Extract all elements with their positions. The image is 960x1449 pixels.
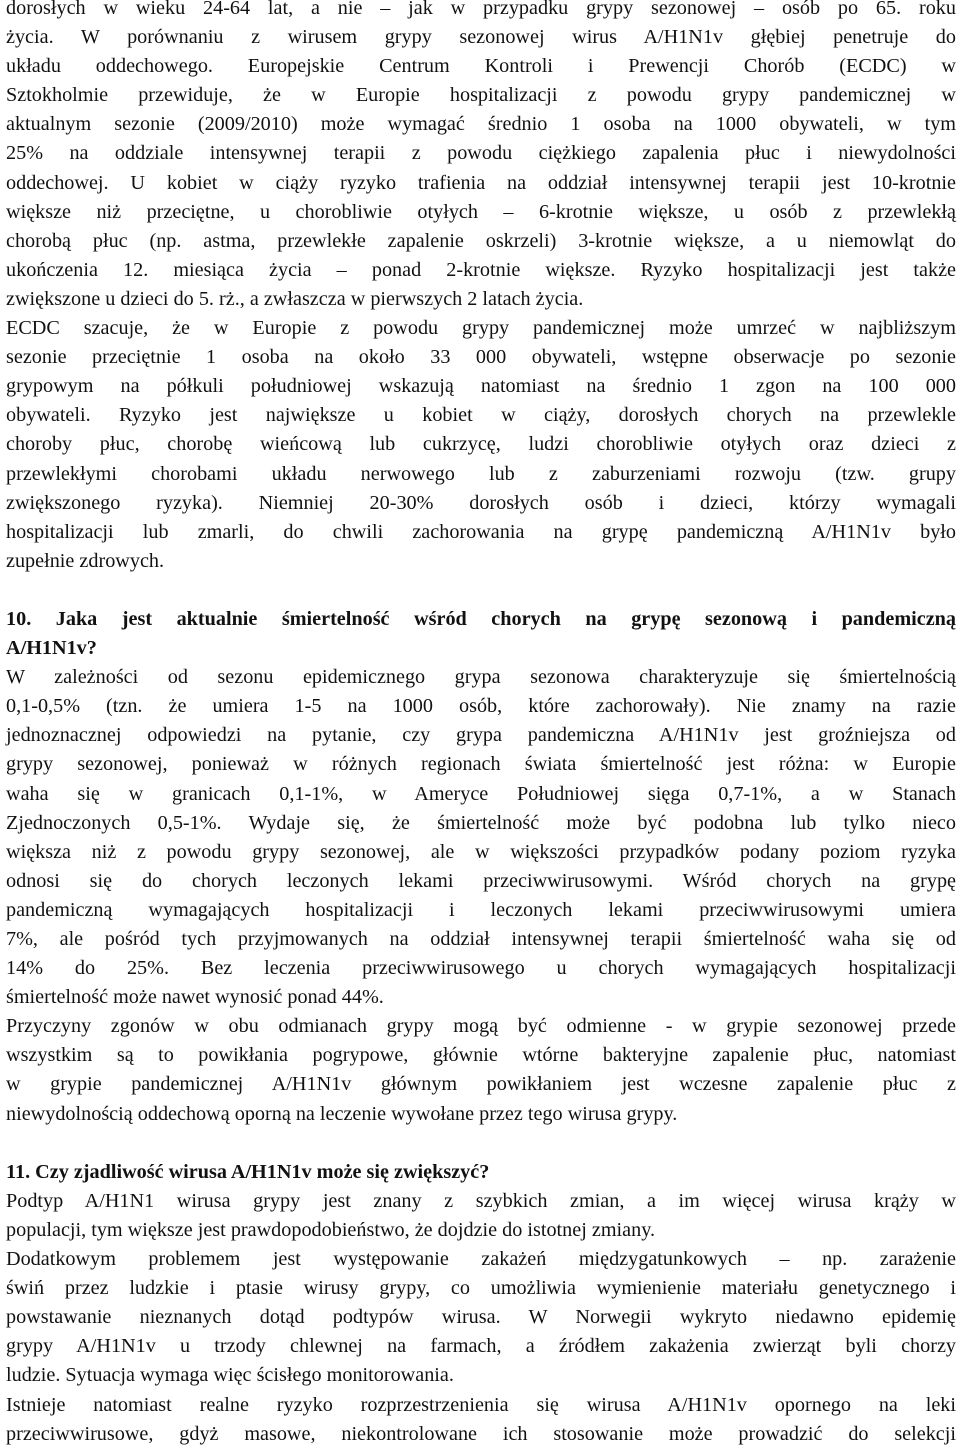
text-line: odnosi się do chorych leczonych lekami przeciwwirusowymi. Wśród chorych na grypę — [6, 869, 956, 892]
text-line: Istnieje natomiast realne ryzyko rozprzestrzenienia się wirusa A/H1N1v opornego na leki — [6, 1393, 956, 1416]
text-line: przeciwwirusowe, gdyż masowe, niekontrolowane ich stosowanie może prowadzić do selekcji — [6, 1422, 956, 1445]
text-line: Podtyp A/H1N1 wirusa grypy jest znany z szybkich zmian, a im więcej wirusa krąży w — [6, 1189, 956, 1212]
paragraph-gap — [6, 576, 956, 605]
heading-line: 10. Jaka jest aktualnie śmiertelność wśród chorych na grypę sezonową i pandemiczną — [6, 607, 956, 630]
text-line: ludzie. Sytuacja wymaga więc ścisłego monitorowania. — [6, 1364, 454, 1387]
text-line: populacji, tym większe jest prawdopodobieństwo, że dojdzie do istotnej zmiany. — [6, 1218, 656, 1241]
text-line: Dodatkowym problemem jest występowanie zakażeń międzygatunkowych – np. zarażenie — [6, 1248, 956, 1271]
text-line: większe niż przeciętne, u chorobliwie otyłych – 6-krotnie większe, u osób z przewlekłą — [6, 200, 956, 223]
text-line: Sztokholmie przewiduje, że w Europie hospitalizacji z powodu grypy pandemicznej w — [6, 84, 956, 107]
text-line: zwiększone u dzieci do 5. rż., a zwłaszcza w pierwszych 2 latach życia. — [6, 287, 584, 310]
paragraph-hospitalization-risk — [6, 0, 956, 314]
paragraph-gap — [6, 1129, 956, 1158]
text-line: śmiertelność może nawet wynosić ponad 44%. — [6, 986, 384, 1009]
text-line: chorobą płuc (np. astma, przewlekłe zapalenie oskrzeli) 3-krotnie większe, a u niemowląt do — [6, 229, 956, 252]
text-line: hospitalizacji lub zmarli, do chwili zachorowania na grypę pandemiczną A/H1N1v było — [6, 520, 956, 543]
paragraph-mortality-estimate — [6, 314, 956, 576]
text-line: pandemiczną wymagających hospitalizacji i leczonych lekami przeciwwirusowymi umiera — [6, 898, 956, 921]
text-line: ukończenia 12. miesiąca życia – ponad 2-krotnie większe. Ryzyko hospitalizacji jest także — [6, 258, 956, 281]
text-line: W zależności od sezonu epidemicznego grypa sezonowa charakteryzuje się śmiertelnością — [6, 666, 956, 689]
text-line: grypy A/H1N1v u trzody chlewnej na farmach, a źródłem zakażenia zwierząt byli chorzy — [6, 1335, 956, 1358]
section-heading-11 — [6, 1158, 956, 1187]
text-line: w grypie pandemicznej A/H1N1v głównym powikłaniem jest wczesne zapalenie płuc z — [6, 1073, 956, 1096]
text-line: 0,1-0,5% (tzn. że umiera 1-5 na 1000 osób, które zachorowały). Nie znamy na razie — [6, 695, 956, 718]
text-line: 25% na oddziale intensywnej terapii z powodu ciężkiego zapalenia płuc i niewydolności — [6, 142, 956, 165]
text-line: ECDC szacuje, że w Europie z powodu grypy pandemicznej może umrzeć w najbliższym — [6, 317, 956, 340]
text-line: 7%, ale pośród tych przyjmowanych na oddział intensywnej terapii śmiertelność waha się od — [6, 928, 956, 950]
text-line: obywateli. Ryzyko jest największe u kobiet w ciąży, dorosłych chorych na przewlekle — [6, 404, 956, 427]
text-line: większa niż z powodu grypy sezonowej, ale w większości przypadków podany poziom ryzyka — [6, 840, 956, 863]
text-line: 14% do 25%. Bez leczenia przeciwwirusowego u chorych wymagających hospitalizacji — [6, 957, 956, 980]
text-line: powstawanie nieznanych dotąd podtypów wirusa. W Norwegii wykryto niedawno epidemię — [6, 1306, 956, 1329]
heading-line: A/H1N1v? — [6, 637, 97, 660]
text-line: aktualnym sezonie (2009/2010) może wymagać średnio 1 osoba na 1000 obywateli, w tym — [6, 113, 956, 136]
text-line: układu oddechowego. Europejskie Centrum Kontroli i Prewencji Chorób (ECDC) w — [6, 55, 956, 78]
text-line: jednoznacznej odpowiedzi na pytanie, czy grypa pandemiczna A/H1N1v jest groźniejsza od — [6, 724, 956, 747]
text-line: sezonie przeciętnie 1 osoba na około 33 000 obywateli, wstępne obserwacje po sezonie — [6, 346, 956, 369]
section-heading-10 — [6, 605, 956, 663]
text-line: choroby płuc, chorobę wieńcową lub cukrzycę, ludzi chorobliwie otyłych oraz dzieci z — [6, 433, 956, 456]
paragraph-resistance — [6, 1391, 956, 1449]
text-line: grypy sezonowej, ponieważ w różnych regionach świata śmiertelność jest różna: w Europie — [6, 753, 956, 776]
text-line: grypowym na półkuli południowej wskazują natomiast na średnio 1 zgon na 100 000 — [6, 375, 956, 398]
text-line: przewlekłymi chorobami układu nerwowego lub z zaburzeniami rozwoju (tzw. grupy — [6, 462, 956, 485]
paragraph-causes-of-death — [6, 1012, 956, 1128]
document-page — [6, 0, 956, 1449]
text-line: życia. W porównaniu z wirusem grypy sezonowej wirus A/H1N1v głębiej penetruje do — [6, 26, 956, 49]
text-line: oddechowej. U kobiet w ciąży ryzyko trafienia na oddział intensywnej terapii jest 10-krotnie — [6, 171, 956, 194]
heading-line: 11. Czy zjadliwość wirusa A/H1N1v może się zwiększyć? — [6, 1160, 490, 1183]
text-line: Przyczyny zgonów w obu odmianach grypy mogą być odmienne - w grypie sezonowej przede — [6, 1015, 956, 1038]
text-line: waha się w granicach 0,1-1%, w Ameryce Południowej sięga 0,7-1%, a w Stanach — [6, 782, 956, 805]
text-line: niewydolnością oddechową oporną na leczenie wywołane przez tego wirusa grypy. — [6, 1102, 678, 1125]
text-line: świń przez ludzkie i ptasie wirusy grypy, co umożliwia wymienienie materiału genetycznego i — [6, 1277, 956, 1300]
text-line: Zjednoczonych 0,5-1%. Wydaje się, że śmiertelność może być podobna lub tylko nieco — [6, 811, 956, 834]
paragraph-virulence — [6, 1187, 956, 1391]
paragraph-mortality-rates — [6, 663, 956, 1012]
text-line: zwiększonego ryzyka). Niemniej 20-30% dorosłych osób i dzieci, którzy wymagali — [6, 491, 956, 514]
text-line: wszystkim są to powikłania pogrypowe, głównie wtórne bakteryjne zapalenie płuc, natomiast — [6, 1044, 956, 1067]
text-line: dorosłych w wieku 24-64 lat, a nie – jak w przypadku grypy sezonowej – osób po 65. roku — [6, 0, 956, 19]
text-line: zupełnie zdrowych. — [6, 549, 165, 572]
